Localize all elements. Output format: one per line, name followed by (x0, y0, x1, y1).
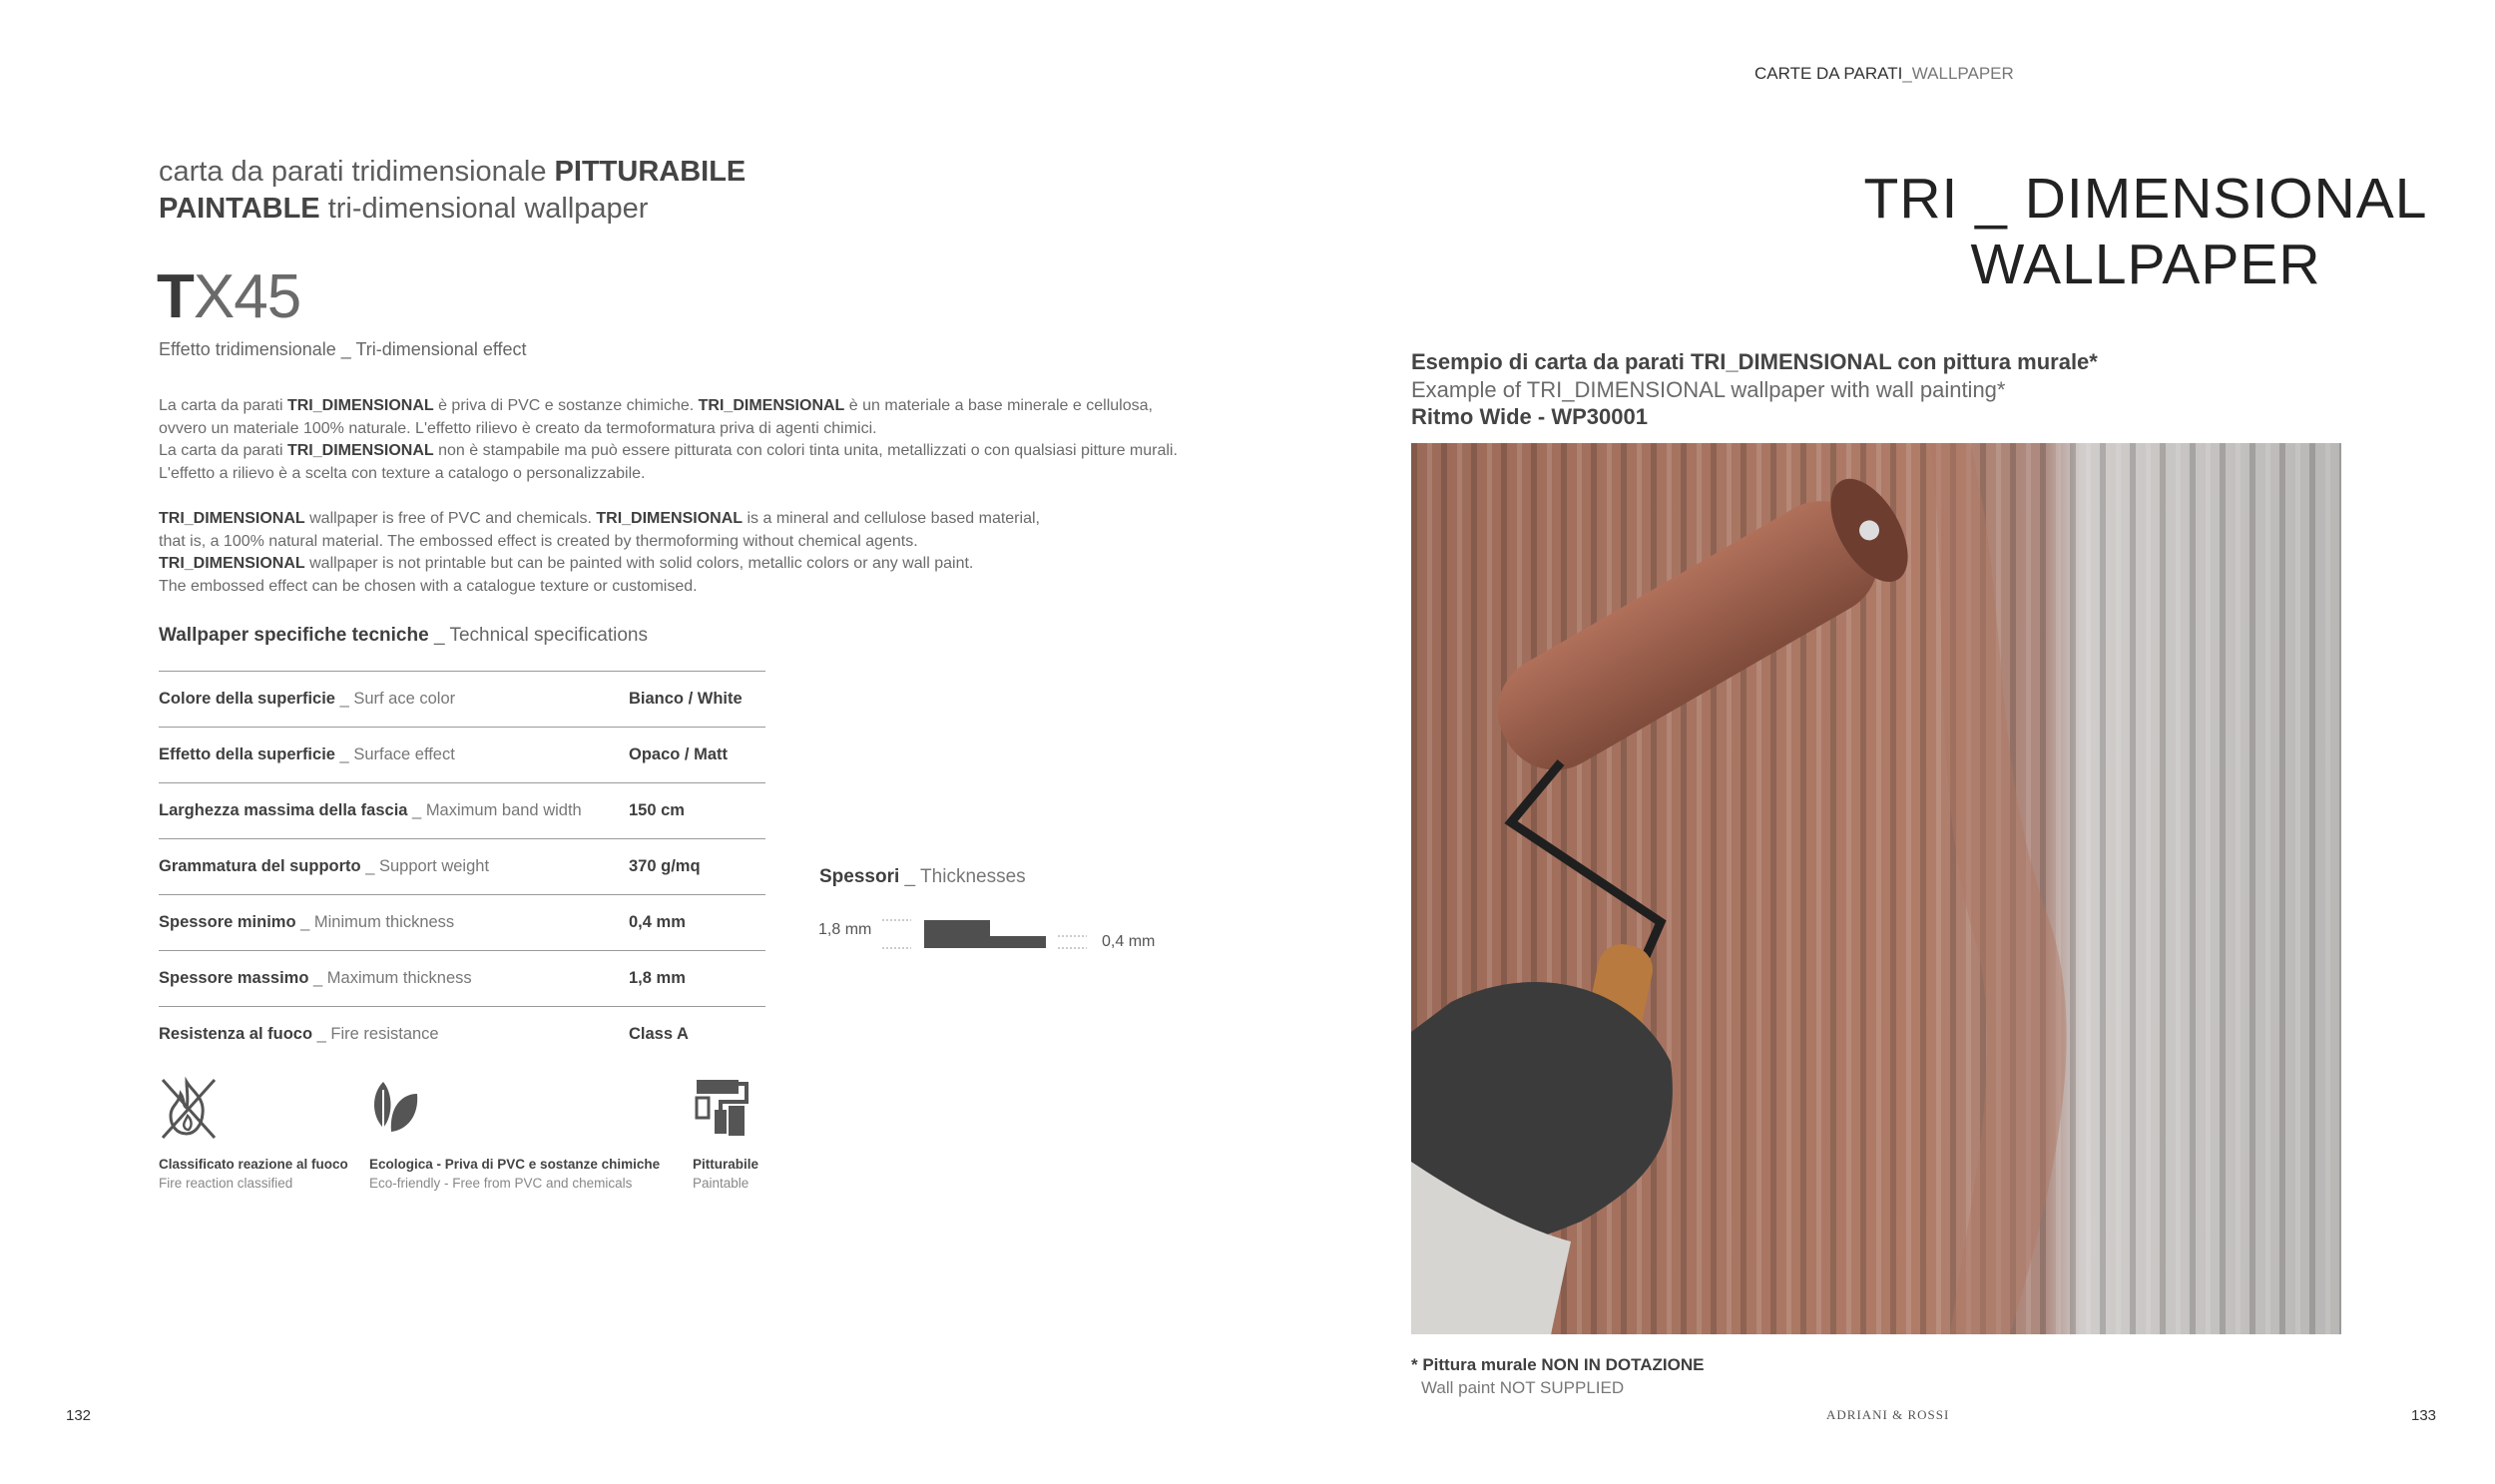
spec-row: Grammatura del supporto _ Support weight 370 g/mq (159, 838, 765, 894)
english-description (159, 508, 1237, 598)
subtitle-line-2: PAINTABLE tri-dimensional wallpaper (159, 193, 649, 225)
running-header: CARTE DA PARATI_WALLPAPER (1754, 64, 2014, 83)
feature-fire-caption: Classificato reazione al fuoco Fire reaction classified (159, 1157, 348, 1191)
paragraph-line: TRI_DIMENSIONAL wallpaper is free of PVC and chemicals. TRI_DIMENSIONAL is a mineral and cellulose based material, (159, 510, 1040, 527)
page-title: TRI _ DIMENSIONAL WALLPAPER (1863, 167, 2428, 296)
paragraph-line: ovvero un materiale 100% naturale. L'effetto rilievo è creato da termoformatura priva di agenti chimici. (159, 419, 877, 437)
feature-eco-caption: Ecologica - Priva di PVC e sostanze chimiche Eco-friendly - Free from PVC and chemicals (369, 1157, 661, 1191)
example-caption-it: Esempio di carta da parati TRI_DIMENSIONAL con pittura murale* (1411, 349, 2098, 374)
feature-paintable-caption: Pitturabile Paintable (693, 1157, 759, 1191)
spec-row: Effetto della superficie _ Surface effect Opaco / Matt (159, 727, 765, 782)
fire-crossed-icon (159, 1076, 219, 1142)
product-subtitle (159, 154, 746, 228)
specs-table (159, 671, 765, 1062)
page-number-right: 133 (2411, 1407, 2437, 1424)
spec-row: Colore della superficie _ Surf ace color Bianco / White (159, 671, 765, 727)
page-number-left: 132 (66, 1407, 92, 1424)
max-thickness-label: 1,8 mm (818, 921, 872, 938)
product-code: TX45 (157, 262, 301, 331)
footnote-it: * Pittura murale NON IN DOTAZIONE (1411, 1355, 1705, 1374)
spec-row: Resistenza al fuoco _ Fire resistance Class A (159, 1006, 765, 1062)
min-thickness-label: 0,4 mm (1102, 933, 1156, 950)
specs-title: Wallpaper specifiche tecniche _ Technical specifications (159, 625, 648, 646)
leaf-icon (369, 1076, 421, 1136)
thickness-title: Spessori _ Thicknesses (819, 866, 1026, 887)
paragraph-line: The embossed effect can be chosen with a catalogue texture or customised. (159, 577, 698, 595)
thickness-diagram (818, 914, 1178, 964)
paragraph-line: L'effetto a rilievo è a scelta con texture a catalogo o personalizzabile. (159, 464, 646, 482)
paragraph-line: TRI_DIMENSIONAL wallpaper is not printable but can be painted with solid colors, metallic colors or any wall paint. (159, 555, 974, 572)
model-name: Ritmo Wide - WP30001 (1411, 404, 1648, 429)
spec-row: Spessore massimo _ Maximum thickness 1,8 mm (159, 950, 765, 1006)
thickness-profile (924, 920, 1046, 948)
brand-logo: ADRIANI & ROSSI (1826, 1407, 1950, 1422)
spec-row: Spessore minimo _ Minimum thickness 0,4 mm (159, 894, 765, 950)
wallpaper-photo (1411, 443, 2341, 1334)
footnote-en: Wall paint NOT SUPPLIED (1421, 1378, 1625, 1397)
italian-description (159, 395, 1237, 485)
paragraph-line: La carta da parati TRI_DIMENSIONAL è priva di PVC e sostanze chimiche. TRI_DIMENSIONAL è un materiale a base minerale e cellulosa, (159, 397, 1153, 414)
paint-roller-icon (693, 1076, 752, 1138)
example-caption-en: Example of TRI_DIMENSIONAL wallpaper with wall painting* (1411, 377, 2006, 402)
subtitle-line-1: carta da parati tridimensionale PITTURABILE (159, 156, 747, 188)
spec-row: Larghezza massima della fascia _ Maximum band width 150 cm (159, 782, 765, 838)
effect-caption: Effetto tridimensionale _ Tri-dimensional effect (159, 339, 527, 359)
paragraph-line: that is, a 100% natural material. The embossed effect is created by thermoforming without chemical agents. (159, 532, 918, 550)
paragraph-line: La carta da parati TRI_DIMENSIONAL non è stampabile ma può essere pitturata con colori tinta unita, metallizzati o con qualsiasi pitture murali. (159, 442, 1178, 459)
